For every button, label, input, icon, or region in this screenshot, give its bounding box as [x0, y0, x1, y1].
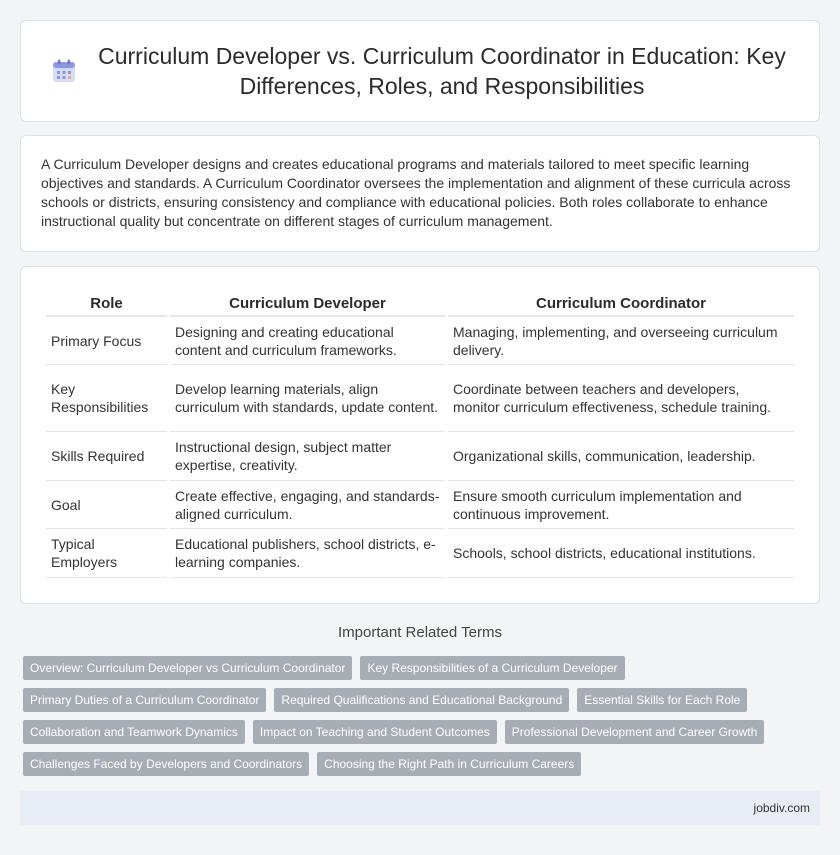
related-term-tag[interactable]: Overview: Curriculum Developer vs Curriculum Coordinator [23, 656, 352, 680]
coordinator-cell: Ensure smooth curriculum implementation and continuous improvement. [448, 481, 794, 529]
related-terms-list [23, 656, 823, 784]
row-label: Key Responsibilities [46, 365, 167, 432]
related-term-tag[interactable]: Collaboration and Teamwork Dynamics [23, 720, 245, 744]
comparison-table-card [20, 266, 820, 604]
related-term-tag[interactable]: Primary Duties of a Curriculum Coordinator [23, 688, 266, 712]
table-row [46, 317, 794, 365]
header-coordinator: Curriculum Coordinator [448, 293, 794, 317]
coordinator-cell: Organizational skills, communication, leadership. [448, 432, 794, 481]
row-label: Goal [46, 481, 167, 529]
header-card [20, 20, 820, 122]
coordinator-cell: Coordinate between teachers and developers, monitor curriculum effectiveness, schedule training. [448, 365, 794, 432]
footer-site-link[interactable]: jobdiv.com [753, 801, 810, 815]
developer-cell: Designing and creating educational content and curriculum frameworks. [170, 317, 445, 365]
table-header-row [46, 293, 794, 317]
related-terms-title: Important Related Terms [338, 624, 502, 641]
related-term-tag[interactable]: Essential Skills for Each Role [577, 688, 747, 712]
row-label: Primary Focus [46, 317, 167, 365]
developer-cell: Develop learning materials, align curriculum with standards, update content. [170, 365, 445, 432]
intro-card [20, 135, 820, 252]
table-row [46, 481, 794, 529]
related-term-tag[interactable]: Required Qualifications and Educational Background [274, 688, 569, 712]
header-developer: Curriculum Developer [170, 293, 445, 317]
comparison-table [43, 293, 797, 578]
calendar-icon [51, 58, 77, 84]
header-role: Role [46, 293, 167, 317]
related-term-tag[interactable]: Professional Development and Career Growth [505, 720, 764, 744]
related-term-tag[interactable]: Key Responsibilities of a Curriculum Developer [360, 656, 624, 680]
intro-paragraph: A Curriculum Developer designs and creates educational programs and materials tailored to meet specific learning objectives and standards. A Curriculum Coordinator oversees the implementation and alignment of these curricula across schools or districts, ensuring consistency and compliance with educational policies. Both roles collaborate to enhance instructional quality but concentrate on different stages of curriculum management. [41, 156, 791, 229]
table-row [46, 529, 794, 578]
table-row [46, 432, 794, 481]
row-label: Typical Employers [46, 529, 167, 578]
row-label: Skills Required [46, 432, 167, 481]
related-term-tag[interactable]: Choosing the Right Path in Curriculum Careers [317, 752, 581, 776]
coordinator-cell: Schools, school districts, educational institutions. [448, 529, 794, 578]
developer-cell: Create effective, engaging, and standards-aligned curriculum. [170, 481, 445, 529]
related-term-tag[interactable]: Impact on Teaching and Student Outcomes [253, 720, 497, 744]
coordinator-cell: Managing, implementing, and overseeing curriculum delivery. [448, 317, 794, 365]
footer [20, 791, 820, 825]
related-term-tag[interactable]: Challenges Faced by Developers and Coordinators [23, 752, 309, 776]
developer-cell: Instructional design, subject matter expertise, creativity. [170, 432, 445, 481]
page-title: Curriculum Developer vs. Curriculum Coordinator in Education: Key Differences, Roles, and Responsibilities [98, 43, 786, 99]
table-row [46, 365, 794, 432]
developer-cell: Educational publishers, school districts, e-learning companies. [170, 529, 445, 578]
